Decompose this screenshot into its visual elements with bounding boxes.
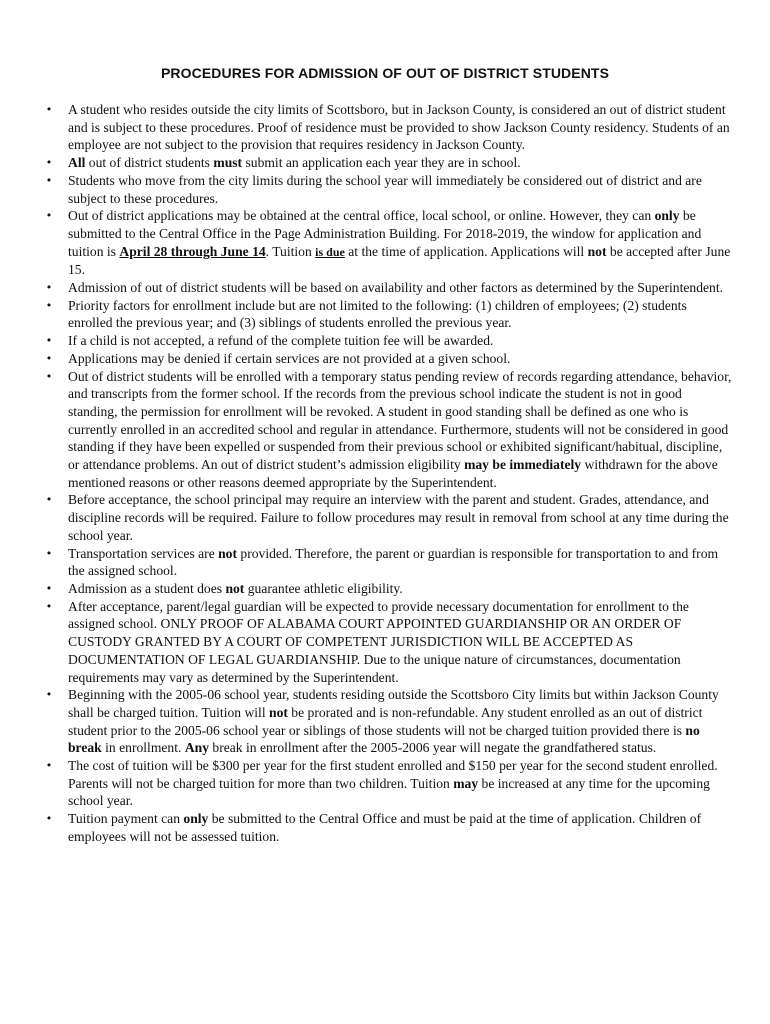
procedure-item xyxy=(42,598,732,687)
item-text: Admission as a student does xyxy=(68,580,226,596)
procedure-item xyxy=(42,545,732,580)
procedure-item xyxy=(42,757,732,810)
emphasis-text: may xyxy=(453,775,479,791)
procedure-item xyxy=(42,686,732,757)
emphasis-text: is due xyxy=(315,244,345,259)
item-text: provided. Therefore, the parent or guardian is responsible for transportation to and from the assigned school. xyxy=(68,545,719,579)
item-text: Applications may be denied if certain services are not provided at a given school. xyxy=(68,350,511,366)
procedure-item xyxy=(42,368,732,492)
bullet-icon: • xyxy=(45,103,53,116)
bullet-icon: • xyxy=(45,334,53,348)
item-text: guarantee athletic eligibility. xyxy=(244,580,403,596)
emphasis-text: not xyxy=(269,704,288,720)
item-text: If a child is not accepted, a refund of the complete tuition fee will be awarded. xyxy=(68,333,494,349)
bullet-icon: • xyxy=(45,156,53,170)
procedure-item xyxy=(42,491,732,544)
emphasis-text: only xyxy=(654,208,680,224)
item-text: A student who resides outside the city limits of Scottsboro, but in Jackson County, is considered an out of district student and is subject to these procedures. Proof of residence must be provided to show Jackson County residency. Students of an employee are not subject to the provision that requires residency in Jackson County. xyxy=(68,102,730,153)
item-text: out of district students xyxy=(85,155,214,171)
procedure-item xyxy=(42,207,732,279)
bullet-icon: • xyxy=(45,581,53,595)
item-text: break in enrollment after the 2005-2006 year will negate the grandfathered status. xyxy=(209,740,657,756)
procedure-item xyxy=(42,101,732,154)
emphasis-text: no break xyxy=(68,722,700,756)
item-text: withdrawn for the above mentioned reasons or other reasons deemed appropriate by the Superintendent. xyxy=(68,457,718,490)
bullet-icon: • xyxy=(45,688,53,702)
item-text: Priority factors for enrollment include but are not limited to the following: (1) children of employees; (2) students enrolled the previous year; and (3) siblings of students enrolled the previous year. xyxy=(68,297,687,331)
item-text: Beginning with the 2005-06 school year, students residing outside the Scottsboro City limits but within Jackson County shall be charged tuition. Tuition will xyxy=(68,687,719,720)
emphasis-text: All xyxy=(68,155,86,171)
bullet-icon: • xyxy=(45,759,53,773)
bullet-icon: • xyxy=(45,546,53,560)
bullet-icon: • xyxy=(45,493,53,507)
item-text: be submitted to the Central Office and must be paid at the time of application. Children of employees will not be assessed tuition. xyxy=(68,811,702,844)
emphasis-text: Any xyxy=(184,740,209,756)
item-text: at the time of application. Applications will xyxy=(344,243,588,259)
procedure-item xyxy=(42,332,732,350)
procedure-item xyxy=(42,810,732,845)
procedure-item xyxy=(42,172,732,207)
item-text: be submitted to the Central Office in the Page Administration Building. For 2018-2019, the window for application and tuition is xyxy=(68,208,702,259)
item-text: be prorated and is non-refundable. Any student enrolled as an out of district student prior to the 2005-06 school year or siblings of those students will not be charged tuition provided there is xyxy=(68,704,703,738)
item-text: After acceptance, parent/legal guardian will be expected to provide necessary documentation for enrollment to the assigned school. ONLY PROOF OF ALABAMA COURT APPOINTED GUARDIANSHIP OR AN ORDER OF CUSTODY GRANTED BY A COURT OF COMPETENT JURISDICTION WILL BE ACCEPTED AS DOCUMENTATION OF LEGAL GUARDIANSHIP. Due to the unique nature of circumstances, documentation requirements may vary as determined by the Superintendent. xyxy=(68,598,689,685)
bullet-icon: • xyxy=(45,173,53,187)
bullet-icon: • xyxy=(45,281,53,295)
item-text: Students who move from the city limits during the school year will immediately be considered out of district and are subject to these procedures. xyxy=(68,172,702,206)
emphasis-text: only xyxy=(183,811,209,827)
item-text: . Tuition xyxy=(265,243,316,259)
emphasis-text: not xyxy=(587,243,607,259)
item-text: Before acceptance, the school principal may require an interview with the parent and student. Grades, attendance, and discipline records will be required. Failure to follow procedures may result in removal from school at any time during the school year. xyxy=(68,492,729,543)
bullet-icon: • xyxy=(45,369,53,383)
emphasis-text: April 28 through June 14 xyxy=(119,243,266,259)
item-text: be accepted after June 15. xyxy=(68,243,731,278)
item-text: Out of district students will be enrolled with a temporary status pending review of records regarding attendance, behavior, and transcripts from the former school. If the records from the previous school indicate the student is not in good standing, the permission for enrollment will be revoked. A student in good standing shall be defined as one who is currently enrolled in an accredited school and regular in attendance. Furthermore, students will not be considered in good standing if they have been expelled or suspended from their previous school or exhibited significant/habitual, discipline, or attendance problems. An out of district student’s admission eligibility xyxy=(68,368,732,473)
item-text: in enrollment. xyxy=(101,740,185,756)
bullet-icon: • xyxy=(45,812,53,826)
procedures-list xyxy=(42,101,732,846)
procedure-item xyxy=(42,580,732,598)
bullet-icon: • xyxy=(45,298,53,312)
bullet-icon: • xyxy=(45,599,53,613)
item-text: Out of district applications may be obtained at the central office, local school, or online. However, they can xyxy=(68,208,655,224)
procedure-item xyxy=(42,279,732,297)
procedure-item xyxy=(42,154,732,172)
bullet-icon: • xyxy=(45,209,53,223)
emphasis-text: may be immediately xyxy=(464,457,582,473)
item-text: Transportation services are xyxy=(68,545,219,561)
item-text: be increased at any time for the upcoming school year. xyxy=(68,775,710,809)
procedure-item xyxy=(42,350,732,368)
item-text: Admission of out of district students will be based on availability and other factors as determined by the Superintendent. xyxy=(68,280,724,296)
bullet-icon: • xyxy=(45,351,53,365)
procedure-item xyxy=(42,297,732,332)
item-text: Tuition payment can xyxy=(68,811,184,827)
emphasis-text: not xyxy=(218,545,238,561)
item-text: submit an application each year they are in school. xyxy=(242,155,521,171)
emphasis-text: not xyxy=(225,580,245,596)
emphasis-text: must xyxy=(213,155,243,171)
page-title: PROCEDURES FOR ADMISSION OF OUT OF DISTRICT STUDENTS xyxy=(160,65,610,81)
item-text: The cost of tuition will be $300 per year for the first student enrolled and $150 per year for the second student enrolled. Parents will not be charged tuition for more than two children. Tuition xyxy=(68,758,718,791)
